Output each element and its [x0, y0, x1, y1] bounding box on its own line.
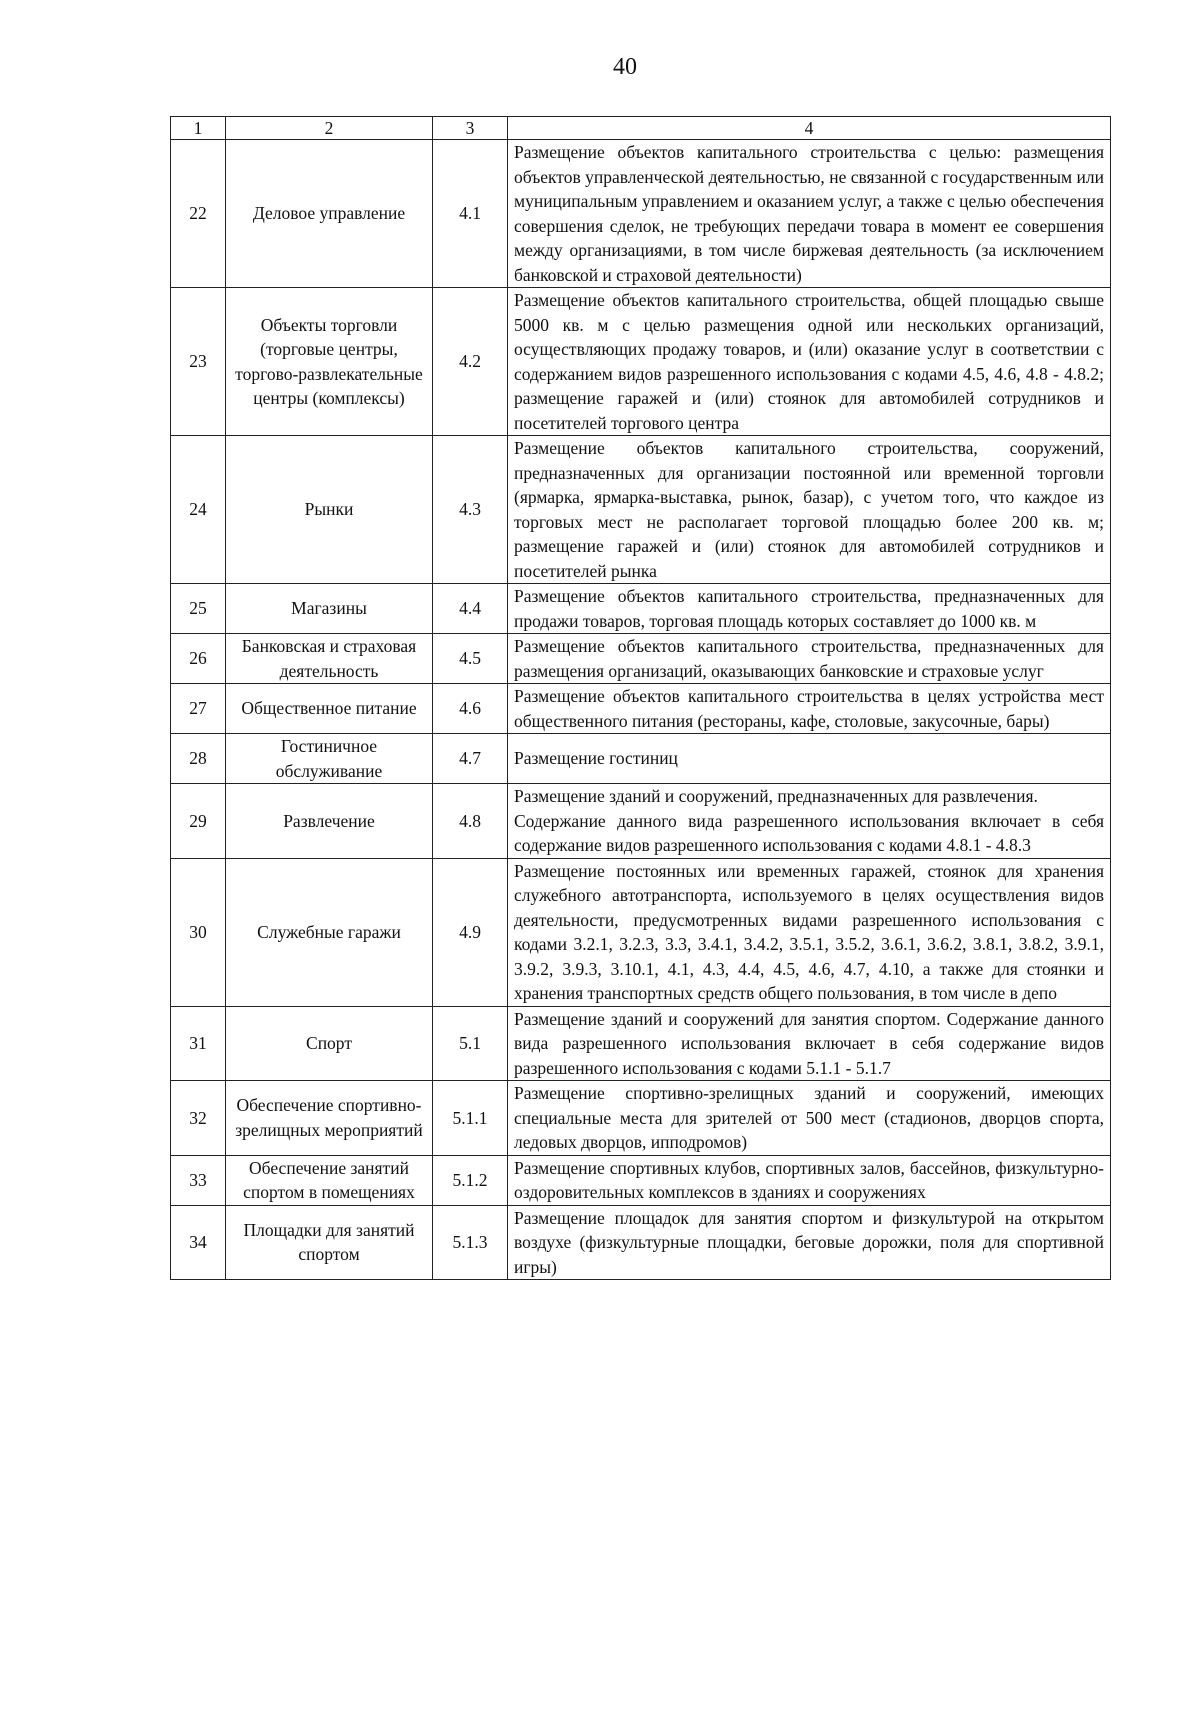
table-header-row [171, 117, 1111, 140]
row-name: Площадки для занятий спортом [226, 1205, 433, 1280]
row-name: Гостиничное обслуживание [226, 734, 433, 784]
row-code: 4.6 [433, 684, 508, 734]
row-number: 28 [171, 734, 226, 784]
row-name: Общественное питание [226, 684, 433, 734]
table-row [171, 1006, 1111, 1081]
row-number: 23 [171, 288, 226, 436]
row-description: Размещение площадок для занятия спортом и физкультурой на открытом воздухе (физкультурные площадки, беговые дорожки, поля для спортивной игры) [508, 1205, 1111, 1280]
row-number: 22 [171, 140, 226, 288]
row-name: Служебные гаражи [226, 858, 433, 1006]
row-number: 29 [171, 784, 226, 859]
row-number: 32 [171, 1081, 226, 1156]
row-description: Размещение постоянных или временных гаражей, стоянок для хранения служебного автотранспорта, используемого в целях осуществления видов деятельности, предусмотренных видами разрешенного использования с кодами 3.2.1, 3.2.3, 3.3, 3.4.1, 3.4.2, 3.5.1, 3.5.2, 3.6.1, 3.6.2, 3.8.1, 3.8.2, 3.9.1, 3.9.2, 3.9.3, 3.10.1, 4.1, 4.3, 4.4, 4.5, 4.6, 4.7, 4.10, а также для стоянки и хранения транспортных средств общего пользования, в том числе в депо [508, 858, 1111, 1006]
row-code: 4.5 [433, 634, 508, 684]
row-description: Размещение объектов капитального строительства, общей площадью свыше 5000 кв. м с целью размещения одной или нескольких организаций, осуществляющих продажу товаров, и (или) оказание услуг в соответствии с содержанием видов разрешенного использования с кодами 4.5, 4.6, 4.8 - 4.8.2; размещение гаражей и (или) стоянок для автомобилей сотрудников и посетителей торгового центра [508, 288, 1111, 436]
row-description-paragraph: Содержание данного вида разрешенного использования включает в себя содержание видов разрешенного использования с кодами 4.8.1 - 4.8.3 [514, 810, 1104, 855]
row-code: 4.3 [433, 436, 508, 584]
land-use-table [170, 116, 1111, 1280]
column-header-number: 1 [171, 117, 226, 140]
row-description: Размещение гостиниц [508, 734, 1111, 784]
row-name: Обеспечение спортивно-зрелищных мероприятий [226, 1081, 433, 1156]
table-row [171, 784, 1111, 859]
row-description: Размещение спортивных клубов, спортивных залов, бассейнов, физкультурно-оздоровительных комплексов в зданиях и сооружениях [508, 1155, 1111, 1205]
row-code: 5.1.3 [433, 1205, 508, 1280]
column-header-description: 4 [508, 117, 1111, 140]
row-description: Размещение объектов капитального строительства с целью: размещения объектов управленческой деятельностью, не связанной с государственным или муниципальным управлением и оказанием услуг, а также с целью обеспечения совершения сделок, не требующих передачи товара в момент ее совершения между организациями, в том числе биржевая деятельность (за исключением банковской и страховой деятельности) [508, 140, 1111, 288]
table-row [171, 1081, 1111, 1156]
row-description: Размещение зданий и сооружений для занятия спортом. Содержание данного вида разрешенного использования включает в себя содержание видов разрешенного использования с кодами 5.1.1 - 5.1.7 [508, 1006, 1111, 1081]
row-number: 30 [171, 858, 226, 1006]
row-code: 5.1.2 [433, 1155, 508, 1205]
row-description: Размещение объектов капитального строительства, предназначенных для размещения организаций, оказывающих банковские и страховые услуг [508, 634, 1111, 684]
table-row [171, 140, 1111, 288]
row-number: 27 [171, 684, 226, 734]
table-row [171, 584, 1111, 634]
row-code: 4.4 [433, 584, 508, 634]
row-name: Магазины [226, 584, 433, 634]
row-number: 33 [171, 1155, 226, 1205]
row-description: Размещение спортивно-зрелищных зданий и сооружений, имеющих специальные места для зрителей от 500 мест (стадионов, дворцов спорта, ледовых дворцов, ипподромов) [508, 1081, 1111, 1156]
row-description: Размещение объектов капитального строительства в целях устройства мест общественного питания (рестораны, кафе, столовые, закусочные, бары) [508, 684, 1111, 734]
row-code: 5.1.1 [433, 1081, 508, 1156]
column-header-name: 2 [226, 117, 433, 140]
column-header-code: 3 [433, 117, 508, 140]
row-name: Спорт [226, 1006, 433, 1081]
row-name: Обеспечение занятий спортом в помещениях [226, 1155, 433, 1205]
row-number: 26 [171, 634, 226, 684]
row-number: 25 [171, 584, 226, 634]
row-description [508, 784, 1111, 859]
table-row [171, 634, 1111, 684]
row-description: Размещение объектов капитального строительства, сооружений, предназначенных для организации постоянной или временной торговли (ярмарка, ярмарка-выставка, рынок, базар), с учетом того, что каждое из торговых мест не располагает торговой площадью более 200 кв. м; размещение гаражей и (или) стоянок для автомобилей сотрудников и посетителей рынка [508, 436, 1111, 584]
row-code: 4.8 [433, 784, 508, 859]
row-code: 4.2 [433, 288, 508, 436]
row-number: 31 [171, 1006, 226, 1081]
page-number: 40 [613, 54, 637, 80]
table-row [171, 734, 1111, 784]
row-code: 5.1 [433, 1006, 508, 1081]
row-code: 4.9 [433, 858, 508, 1006]
row-code: 4.1 [433, 140, 508, 288]
table-row [171, 436, 1111, 584]
row-name: Рынки [226, 436, 433, 584]
table-row [171, 1205, 1111, 1280]
table-row [171, 1155, 1111, 1205]
row-code: 4.7 [433, 734, 508, 784]
table-row [171, 684, 1111, 734]
row-number: 34 [171, 1205, 226, 1280]
table-row [171, 288, 1111, 436]
row-number: 24 [171, 436, 226, 584]
row-name: Развлечение [226, 784, 433, 859]
row-description: Размещение объектов капитального строительства, предназначенных для продажи товаров, торговая площадь которых составляет до 1000 кв. м [508, 584, 1111, 634]
row-name: Объекты торговли (торговые центры, торгово-развлекательные центры (комплексы) [226, 288, 433, 436]
row-name: Банковская и страховая деятельность [226, 634, 433, 684]
row-description-paragraph: Размещение зданий и сооружений, предназначенных для развлечения. [514, 786, 1038, 806]
table-row [171, 858, 1111, 1006]
row-name: Деловое управление [226, 140, 433, 288]
